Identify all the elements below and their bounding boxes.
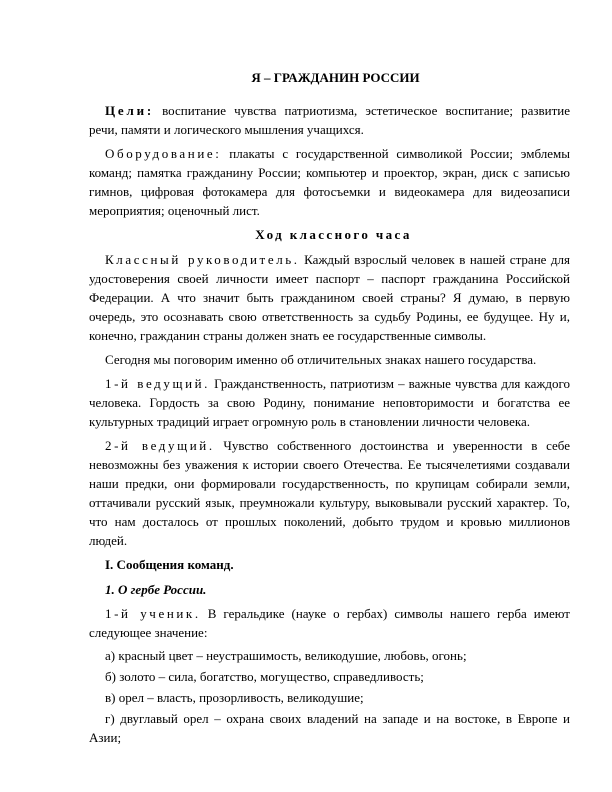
teacher-label: Классный руководитель.: [105, 252, 300, 267]
student1-paragraph: [89, 604, 570, 642]
host2-text: Чувство собственного достоинства и уверенности в себе невозможны без уважения к истории своего Отечества. Ее тысячелетиями создавали наши предки, они формировали государственность, по крупицам собирали земли, оттачивали русский язык, преумножали культуру, выковывали русский характер. То, что нам досталось от прошлых поколений, добыто трудом и кровью миллионов людей.: [89, 438, 570, 548]
host2-paragraph: [89, 436, 570, 550]
goals-paragraph: [89, 101, 570, 139]
list-item: г) двуглавый орел – охрана своих владений на западе и на востоке, в Европе и Азии;: [89, 711, 570, 745]
goals-label: Цели:: [105, 103, 154, 118]
subsection-heading: 1. О гербе России.: [105, 582, 207, 597]
student1-label: 1-й ученик.: [105, 606, 201, 621]
today-paragraph: Сегодня мы поговорим именно об отличительных знаках нашего государства.: [105, 352, 537, 367]
equipment-paragraph: [89, 144, 570, 220]
student1-text: В геральдике (науке о гербах) символы нашего герба имеют следующее значение:: [89, 606, 570, 640]
teacher-text: Каждый взрослый человек в нашей стране для удостоверения своей личности имеет паспорт – паспорт гражданина Российской Федерации. А что значит быть гражданином своей страны? Я думаю, в первую очередь, это осознавать свою ответственность за судьбу Родины, ее будущее. Ну и, конечно, гражданин страны должен знать ее государственные символы.: [89, 252, 570, 343]
list-item: в) орел – власть, прозорливость, великодушие;: [105, 690, 364, 705]
host1-paragraph: [89, 374, 570, 431]
teacher-paragraph: [89, 250, 570, 345]
list-item: б) золото – сила, богатство, могущество, справедливость;: [105, 669, 424, 684]
equipment-label: Оборудование:: [105, 146, 222, 161]
host2-label: 2-й ведущий.: [105, 438, 215, 453]
goals-text: воспитание чувства патриотизма, эстетическое воспитание; развитие речи, памяти и логического мышления учащихся.: [89, 103, 570, 137]
document-title: Я – ГРАЖДАНИН РОССИИ: [251, 70, 420, 85]
section-heading: I. Сообщения команд.: [105, 557, 234, 572]
host1-label: 1-й ведущий.: [105, 376, 211, 391]
document-content: [89, 68, 570, 749]
symbol-meaning-list: [89, 646, 570, 747]
list-item: а) красный цвет – неустрашимость, великодушие, любовь, огонь;: [105, 648, 467, 663]
progress-title: Ход классного часа: [255, 227, 412, 242]
equipment-text: плакаты с государственной символикой России; эмблемы команд; памятка гражданину России; компьютер и проектор, экран, диск с записью гимнов, цифровая фотокамера для фотосъемки и видеокамера для видеозаписи мероприятия; оценочный лист.: [89, 146, 570, 218]
host1-text: Гражданственность, патриотизм – важные чувства для каждого человека. Гордость за свою Родину, понимание неповторимости и богатства ее культурных традиций играет огромную роль в становлении личности человека.: [89, 376, 570, 429]
